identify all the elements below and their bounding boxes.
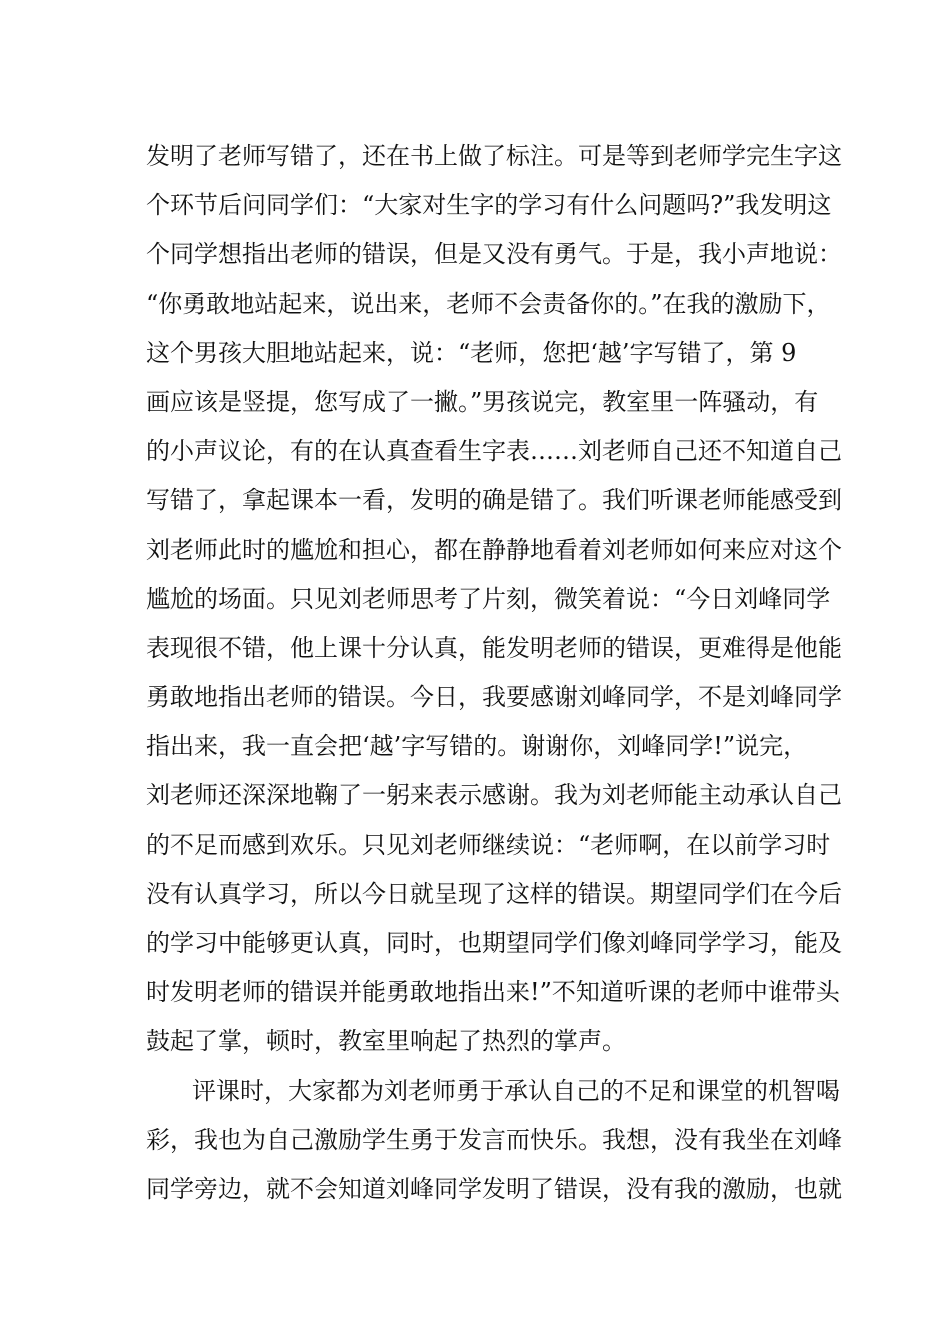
text-line: 的小声议论，有的在认真查看生字表……刘老师自己还不知道自己 [146,437,842,466]
paragraph-first-line: 评课时，大家都为刘老师勇于承认自己的不足和课堂的机智喝 [192,1076,840,1105]
text-line: 发明了老师写错了，还在书上做了标注。可是等到老师学完生字这 [146,142,842,170]
text-line: 个环节后问同学们：“大家对生字的学习有什么问题吗?”我发明这 [146,191,832,220]
text-line: 同学旁边，就不会知道刘峰同学发明了错误，没有我的激励，也就 [146,1174,842,1203]
text-line: 写错了，拿起课本一看，发明的确是错了。我们听课老师能感受到 [146,486,842,515]
text-line: 的不足而感到欢乐。只见刘老师继续说：“老师啊，在以前学习时 [146,830,831,859]
text-line: 这个男孩大胆地站起来，说：“老师，您把‘越’字写错了，第 9 [146,338,797,367]
text-line: 勇敢地指出老师的错误。今日，我要感谢刘峰同学，不是刘峰同学 [146,683,842,712]
text-line: 没有认真学习，所以今日就呈现了这样的错误。期望同学们在今后 [146,879,842,908]
text-line: 尴尬的场面。只见刘老师思考了片刻，微笑着说：“今日刘峰同学 [146,584,831,613]
text-line: 个同学想指出老师的错误，但是又没有勇气。于是，我小声地说： [146,240,842,269]
text-line: 刘老师此时的尴尬和担心，都在静静地看着刘老师如何来应对这个 [146,535,842,564]
text-line: 刘老师还深深地鞠了一躬来表示感谢。我为刘老师能主动承认自己 [146,781,842,810]
text-line: 的学习中能够更认真，同时，也期望同学们像刘峰同学学习，能及 [146,929,842,957]
text-line: 时发明老师的错误并能勇敢地指出来!”不知道听课的老师中谁带头 [146,978,840,1007]
body-text [146,132,842,1214]
text-line: 鼓起了掌，顿时，教室里响起了热烈的掌声。 [146,1027,626,1056]
text-line: 表现很不错，他上课十分认真，能发明老师的错误，更难得是他能 [146,633,842,662]
text-line: 画应该是竖提，您写成了一撇。”男孩说完，教室里一阵骚动，有 [146,387,819,416]
text-line: “你勇敢地站起来，说出来，老师不会责备你的。”在我的激励下， [146,289,831,318]
text-line: 彩，我也为自己激励学生勇于发言而快乐。我想，没有我坐在刘峰 [146,1125,842,1154]
text-line: 指出来，我一直会把‘越’字写错的。谢谢你，刘峰同学!”说完， [146,732,808,761]
